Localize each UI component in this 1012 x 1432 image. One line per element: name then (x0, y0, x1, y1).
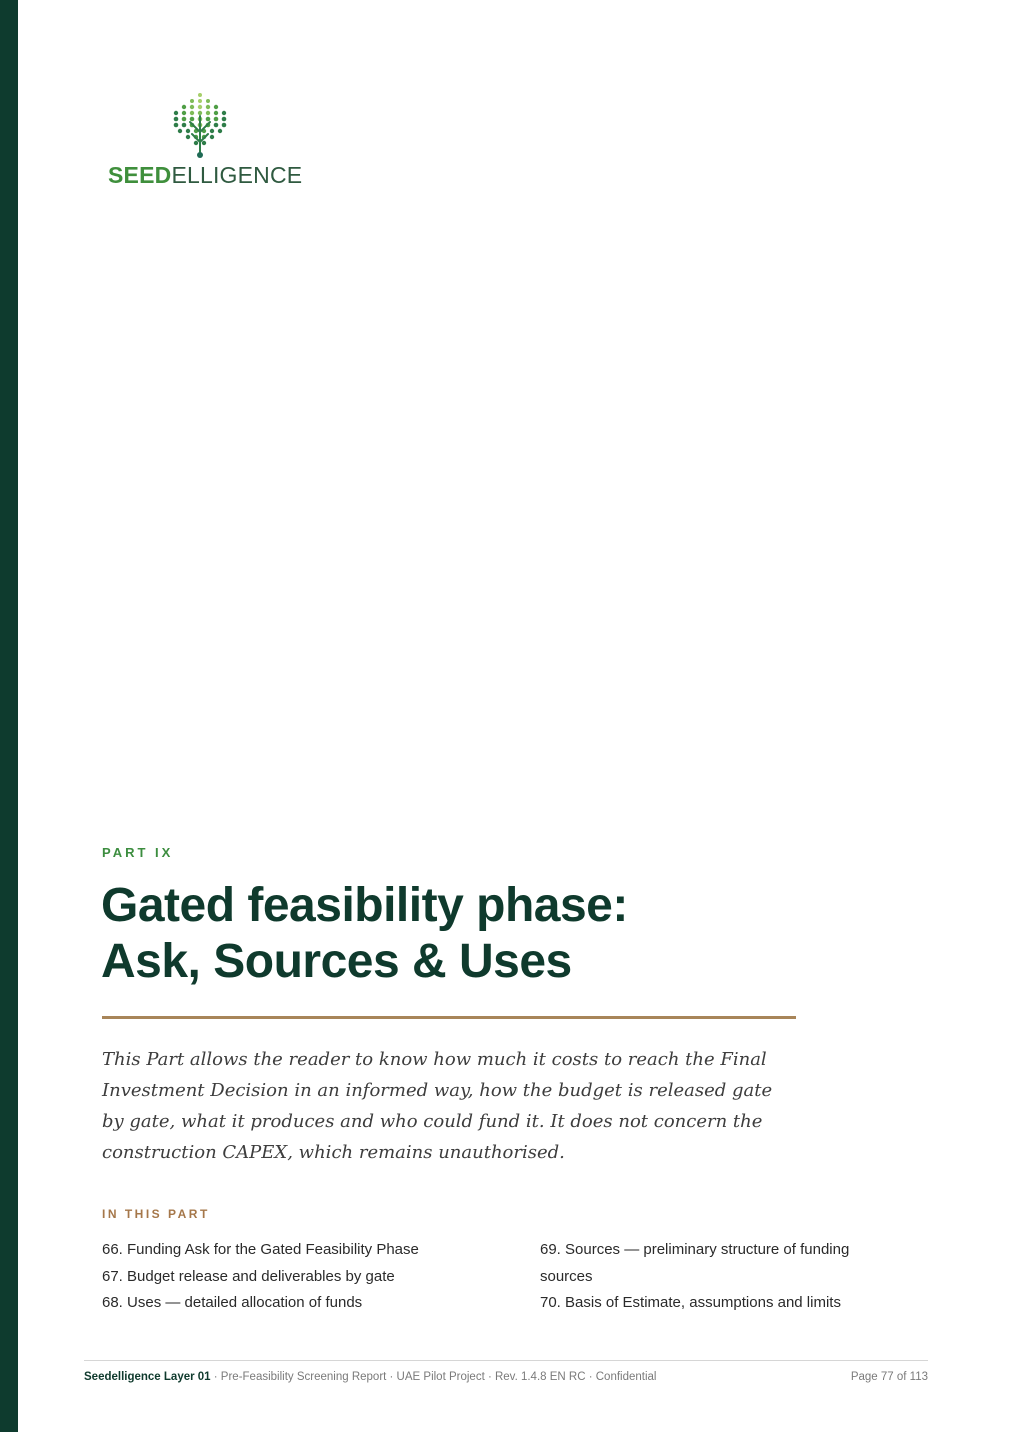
logo-dot (214, 105, 218, 109)
logo-dot (222, 111, 226, 115)
logo-root-dot (197, 152, 203, 158)
logo-dot (190, 117, 195, 122)
logo-word-bold: SEED (108, 162, 172, 188)
logo-dot (206, 105, 210, 109)
logo-dot (218, 129, 222, 133)
footer-page-number: Page 77 of 113 (850, 1371, 928, 1383)
logo-dot (214, 123, 219, 128)
logo-dot (206, 111, 210, 115)
seedelligence-logo (106, 92, 303, 192)
logo-dot (174, 111, 178, 115)
intro-paragraph: This Part allows the reader to know how much it costs to reach the Final Investment Decision in an informed way, how the budget is released gate by gate, what it produces and who could fund it. It does not concern the construction CAPEX, which remains unauthorised. (102, 1049, 773, 1163)
logo-dot (222, 117, 227, 122)
logo-trunk (190, 116, 210, 152)
logo-dot (182, 123, 187, 128)
contents-item[interactable]: 68. Uses — detailed allocation of funds (102, 1294, 363, 1311)
contents-item[interactable]: 69. Sources — preliminary structure of funding sources (540, 1241, 850, 1285)
contents-list-left (102, 1237, 502, 1317)
logo-dot (210, 129, 214, 133)
contents-item[interactable]: 67. Budget release and deliverables by gate (102, 1267, 395, 1285)
logo-dot (186, 129, 190, 133)
logo-dot (214, 117, 219, 122)
contents-heading: IN THIS PART (102, 1207, 210, 1221)
logo-dot (206, 99, 210, 103)
title-line-2: Ask, Sources & Uses (101, 935, 572, 988)
logo-dot (178, 129, 182, 133)
logo-dot (222, 123, 227, 128)
contents-list-right (540, 1237, 880, 1317)
contents-item[interactable]: 70. Basis of Estimate, assumptions and limits (540, 1294, 841, 1311)
contents-item[interactable]: 66. Funding Ask for the Gated Feasibility Phase (102, 1241, 419, 1258)
logo-dot (174, 117, 179, 122)
part-label: PART IX (102, 845, 174, 860)
logo-dot (174, 123, 179, 128)
logo-wordmark (108, 162, 302, 189)
logo-dot (202, 141, 206, 145)
logo-dot (194, 141, 198, 145)
part-title (101, 878, 861, 990)
title-line-1: Gated feasibility phase: (101, 879, 628, 932)
logo-word-light: ELLIGENCE (171, 162, 303, 188)
footer-doc-name: Seedelligence Layer 01 (84, 1371, 211, 1383)
logo-dot (182, 111, 186, 115)
logo-dot (198, 93, 202, 97)
logo-dot (206, 117, 211, 122)
tree-dots-logo-icon (168, 92, 232, 160)
footer-divider (84, 1360, 928, 1361)
logo-dot (190, 111, 194, 115)
logo-dot (182, 105, 186, 109)
side-accent-bar (0, 0, 18, 1432)
footer-document-info (84, 1371, 656, 1383)
logo-dot (210, 135, 214, 139)
logo-dot (182, 117, 187, 122)
logo-dot (190, 105, 194, 109)
logo-dot (198, 99, 202, 103)
footer-doc-details: · Pre-Feasibility Screening Report · UAE Pilot Project · Rev. 1.4.8 EN RC · Confidential (210, 1371, 657, 1383)
logo-dot (214, 111, 218, 115)
logo-dot (198, 105, 202, 109)
title-divider (102, 1016, 796, 1019)
logo-dot (190, 99, 194, 103)
logo-dot (186, 135, 190, 139)
logo-dot (198, 111, 202, 115)
